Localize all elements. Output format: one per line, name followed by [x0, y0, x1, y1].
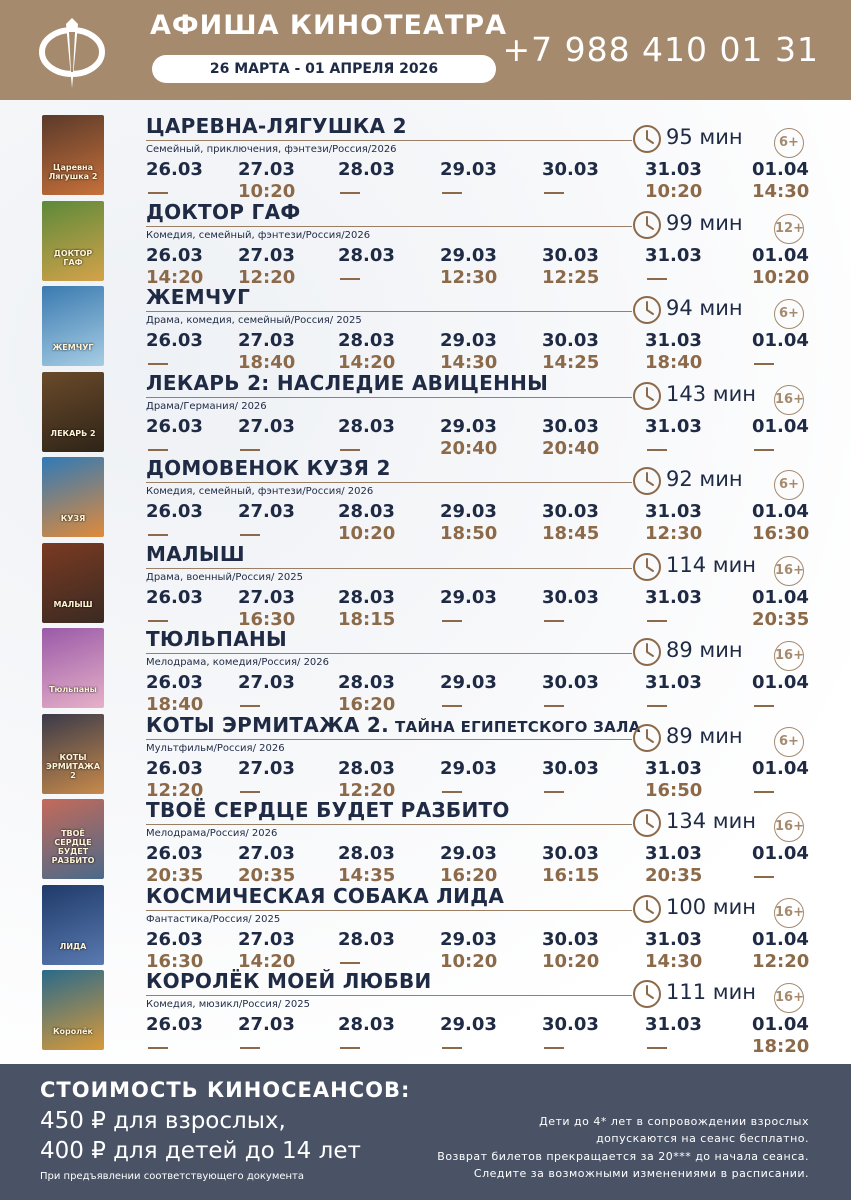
movie-duration: 111 мин	[666, 980, 756, 1004]
clock-icon	[632, 894, 662, 924]
movie-poster	[42, 115, 104, 195]
no-showtime-dash	[442, 1047, 462, 1049]
title-underline	[146, 482, 632, 483]
age-rating-badge: 16+	[774, 556, 804, 586]
age-rating-badge: 6+	[774, 727, 804, 757]
day-label: 28.03	[338, 1014, 395, 1035]
no-showtime-dash	[647, 1047, 667, 1049]
day-label: 27.03	[238, 159, 295, 180]
movie-title	[146, 371, 548, 395]
showtime: 18:40	[146, 694, 204, 715]
movie-duration: 92 мин	[666, 467, 743, 491]
clock-icon	[632, 808, 662, 838]
day-label: 29.03	[440, 586, 497, 608]
movie-duration: 89 мин	[666, 723, 743, 748]
day-label: 01.04	[752, 415, 809, 437]
day-label: 29.03	[440, 1014, 497, 1035]
movie-genre: Драма, комедия, семейный/Россия/ 2025	[146, 315, 362, 326]
showtime: 18:20	[752, 1036, 810, 1057]
movie-row	[0, 536, 851, 630]
showtime: 16:30	[238, 608, 296, 630]
showtime: 16:30	[146, 950, 204, 972]
showtime: 16:30	[752, 523, 810, 544]
day-label: 28.03	[338, 415, 395, 437]
day-label: 26.03	[146, 586, 203, 608]
page-title: АФИША КИНОТЕАТРА	[150, 10, 507, 41]
movie-title-main: ДОКТОР ГАФ	[146, 199, 301, 224]
clock-icon	[632, 124, 662, 154]
age-rating-badge: 6+	[774, 299, 804, 329]
showtime: 14:20	[338, 352, 396, 373]
movie-row	[0, 707, 851, 801]
day-label: 28.03	[338, 928, 395, 950]
showtime: 14:30	[752, 181, 810, 202]
movie-row	[0, 279, 851, 373]
footer-note: допускаются на сеанс бесплатно.	[596, 1132, 809, 1145]
movie-row	[0, 450, 851, 544]
day-label: 27.03	[238, 1014, 295, 1035]
day-label: 01.04	[752, 586, 809, 608]
showtime: 14:30	[440, 352, 498, 373]
title-underline	[146, 568, 632, 569]
price-adult: 450 ₽ для взрослых,	[40, 1108, 286, 1134]
movie-poster	[42, 201, 104, 281]
day-label: 30.03	[542, 757, 599, 779]
movie-poster	[42, 799, 104, 879]
showtime: 14:35	[338, 865, 396, 886]
poster-title-text: ЛИДА	[59, 941, 87, 951]
day-label: 28.03	[338, 586, 395, 608]
title-underline	[146, 311, 632, 312]
movie-duration: 94 мин	[666, 296, 743, 320]
footer-note: Дети до 4* лет в сопровождении взрослых	[539, 1115, 809, 1128]
no-showtime-dash	[240, 1047, 260, 1049]
day-label: 29.03	[440, 501, 497, 522]
day-label: 01.04	[752, 672, 809, 693]
day-label: 01.04	[752, 1014, 809, 1035]
day-label: 27.03	[238, 672, 295, 693]
poster-title-text: Тюльпаны	[49, 685, 97, 694]
age-rating-badge: 16+	[774, 385, 804, 415]
no-showtime-dash	[340, 1047, 360, 1049]
day-label: 01.04	[752, 928, 809, 950]
day-label: 28.03	[338, 757, 395, 779]
day-label: 28.03	[338, 501, 395, 522]
movie-genre: Семейный, приключения, фэнтези/Россия/2026	[146, 144, 397, 155]
day-label: 27.03	[238, 501, 295, 522]
movie-poster	[42, 286, 104, 366]
movie-row	[0, 621, 851, 715]
movie-title	[146, 200, 300, 224]
day-label: 31.03	[645, 330, 702, 351]
day-label: 01.04	[752, 757, 809, 779]
day-label: 26.03	[146, 244, 203, 266]
movie-genre: Драма, военный/Россия/ 2025	[146, 571, 303, 583]
movie-title-main: КОТЫ ЭРМИТАЖА 2.	[146, 712, 390, 737]
day-label: 27.03	[238, 757, 295, 779]
showtime: 12:30	[645, 523, 703, 544]
day-label: 31.03	[645, 757, 702, 779]
age-rating-badge: 16+	[774, 812, 804, 842]
day-label: 30.03	[542, 501, 599, 522]
age-rating-badge: 12+	[774, 214, 804, 244]
day-label: 30.03	[542, 928, 599, 950]
age-rating-badge: 16+	[774, 641, 804, 671]
movie-poster	[42, 372, 104, 452]
day-label: 26.03	[146, 415, 203, 437]
showtime: 10:20	[752, 266, 810, 288]
showtime: 20:40	[542, 437, 600, 459]
showtime: 10:20	[440, 950, 498, 972]
showtime: 10:20	[645, 181, 703, 202]
day-label: 30.03	[542, 586, 599, 608]
day-label: 27.03	[238, 415, 295, 437]
age-rating-badge: 6+	[774, 128, 804, 158]
day-label: 27.03	[238, 244, 295, 266]
showtime: 20:40	[440, 437, 498, 459]
day-label: 29.03	[440, 330, 497, 351]
showtime: 10:20	[238, 181, 296, 202]
movie-title-main: МАЛЫШ	[146, 541, 245, 566]
day-label: 29.03	[440, 928, 497, 950]
prices-footer	[0, 1064, 851, 1200]
day-label: 30.03	[542, 159, 599, 180]
day-label: 26.03	[146, 159, 203, 180]
showtime: 18:45	[542, 523, 600, 544]
movie-title-subtitle: ТАЙНА ЕГИПЕТСКОГО ЗАЛА	[395, 717, 641, 736]
movie-row	[0, 878, 851, 972]
poster-title-text: Царевна Лягушка 2	[48, 163, 98, 181]
showtime: 10:20	[542, 950, 600, 972]
poster-title-text: ЖЕМЧУГ	[52, 343, 94, 352]
day-label: 26.03	[146, 330, 203, 351]
day-label: 27.03	[238, 843, 295, 864]
movie-title	[146, 713, 641, 737]
movie-genre: Мультфильм/Россия/ 2026	[146, 742, 285, 754]
day-label: 01.04	[752, 330, 809, 351]
clock-icon	[632, 723, 662, 753]
showtime: 14:20	[146, 266, 204, 288]
day-label: 31.03	[645, 586, 702, 608]
day-label: 31.03	[645, 415, 702, 437]
movie-list	[0, 108, 851, 1057]
movie-genre: Комедия, мюзикл/Россия/ 2025	[146, 999, 310, 1010]
title-underline	[146, 995, 632, 996]
showtime: 16:50	[645, 779, 703, 801]
movie-title-main: КОСМИЧЕСКАЯ СОБАКА ЛИДА	[146, 883, 505, 908]
day-label: 01.04	[752, 244, 809, 266]
movie-duration: 100 мин	[666, 894, 756, 919]
showtime: 12:30	[440, 266, 498, 288]
showtime: 12:20	[238, 266, 296, 288]
poster-title-text: ДОКТОР ГАФ	[53, 248, 93, 267]
day-label: 01.04	[752, 843, 809, 864]
movie-title-main: ДОМОВЕНОК КУЗЯ 2	[146, 456, 391, 480]
day-label: 29.03	[440, 159, 497, 180]
showtime: 20:35	[238, 865, 296, 886]
day-label: 26.03	[146, 757, 203, 779]
no-showtime-dash	[544, 1047, 564, 1049]
movie-title-main: ЦАРЕВНА-ЛЯГУШКА 2	[146, 114, 407, 138]
poster-title-text: ТВОЁ СЕРДЦЕ БУДЕТ РАЗБИТО	[51, 829, 95, 865]
price-child: 400 ₽ для детей до 14 лет	[40, 1138, 361, 1164]
movie-title-main: ЛЕКАРЬ 2: НАСЛЕДИЕ АВИЦЕННЫ	[146, 370, 549, 395]
showtime: 18:15	[338, 608, 396, 630]
movie-title	[146, 884, 504, 908]
title-underline	[146, 397, 632, 398]
movie-title	[146, 627, 287, 651]
day-label: 26.03	[146, 843, 203, 864]
day-label: 01.04	[752, 501, 809, 522]
day-label: 29.03	[440, 843, 497, 864]
day-label: 30.03	[542, 1014, 599, 1035]
showtime: 20:35	[645, 865, 703, 886]
showtime: 18:40	[238, 352, 296, 373]
movie-title	[146, 542, 245, 566]
movie-row	[0, 365, 851, 459]
day-label: 31.03	[645, 928, 702, 950]
footer-note: Возврат билетов прекращается за 20*** до начала сеанса.	[437, 1150, 809, 1163]
movie-genre: Фантастика/Россия/ 2025	[146, 913, 281, 925]
poster-title-text: МАЛЫШ	[53, 599, 93, 609]
clock-icon	[632, 466, 662, 496]
clock-icon	[632, 381, 662, 411]
age-rating-badge: 16+	[774, 983, 804, 1013]
movie-title-main: КОРОЛЁК МОЕЙ ЛЮБВИ	[146, 969, 432, 993]
movie-duration: 95 мин	[666, 125, 743, 149]
day-label: 31.03	[645, 244, 702, 266]
day-label: 29.03	[440, 415, 497, 437]
movie-poster	[42, 543, 104, 623]
day-label: 30.03	[542, 244, 599, 266]
title-underline	[146, 140, 632, 141]
showtime: 18:50	[440, 523, 498, 544]
movie-title-main: ТВОЁ СЕРДЦЕ БУДЕТ РАЗБИТО	[146, 798, 510, 822]
movie-duration: 143 мин	[666, 381, 756, 406]
age-rating-badge: 16+	[774, 898, 804, 928]
movie-duration: 114 мин	[666, 552, 756, 577]
showtime: 12:20	[752, 950, 810, 972]
movie-row	[0, 108, 851, 202]
showtime: 14:20	[238, 950, 296, 972]
movie-title	[146, 969, 432, 993]
showtime: 20:35	[752, 608, 810, 630]
day-label: 31.03	[645, 672, 702, 693]
movie-title	[146, 798, 510, 822]
day-label: 26.03	[146, 501, 203, 522]
day-label: 28.03	[338, 672, 395, 693]
showtime: 16:20	[440, 865, 498, 886]
movie-title	[146, 456, 391, 480]
showtime: 16:20	[338, 694, 396, 715]
showtime: 14:30	[645, 950, 703, 972]
day-label: 28.03	[338, 330, 395, 351]
movie-title-main: ТЮЛЬПАНЫ	[146, 627, 288, 651]
footer-note: Следите за возможными изменениями в расписании.	[473, 1167, 809, 1180]
day-label: 30.03	[542, 843, 599, 864]
movie-genre: Комедия, семейный, фэнтези/Россия/2026	[146, 229, 371, 241]
movie-genre: Комедия, семейный, фэнтези/Россия/ 2026	[146, 486, 374, 497]
day-label: 27.03	[238, 330, 295, 351]
clock-icon	[632, 637, 662, 667]
movie-poster	[42, 457, 104, 537]
day-label: 28.03	[338, 244, 395, 266]
day-label: 26.03	[146, 1014, 203, 1035]
clock-icon	[632, 295, 662, 325]
document-note: При предъявлении соответствующего документа	[40, 1171, 305, 1182]
movie-genre: Мелодрама, комедия/Россия/ 2026	[146, 657, 330, 668]
clock-icon	[632, 979, 662, 1009]
showtime: 18:40	[645, 352, 703, 373]
showtime: 14:25	[542, 352, 600, 373]
title-underline	[146, 739, 632, 740]
day-label: 31.03	[645, 159, 702, 180]
phone-number: +7 988 410 01 31	[502, 30, 819, 69]
movie-row	[0, 963, 851, 1057]
date-range-badge: 26 МАРТА - 01 АПРЕЛЯ 2026	[152, 55, 496, 83]
title-underline	[146, 226, 632, 227]
movie-duration: 134 мин	[666, 809, 756, 833]
showtime: 20:35	[146, 865, 204, 886]
movie-poster	[42, 628, 104, 708]
day-label: 29.03	[440, 244, 497, 266]
poster-title-text: ЛЕКАРЬ 2	[50, 428, 96, 438]
day-label: 29.03	[440, 757, 497, 779]
clock-icon	[632, 552, 662, 582]
clock-icon	[632, 210, 662, 240]
movie-poster	[42, 885, 104, 965]
day-label: 30.03	[542, 672, 599, 693]
title-underline	[146, 824, 632, 825]
day-label: 28.03	[338, 159, 395, 180]
showtime: 10:20	[338, 523, 396, 544]
header-bar	[0, 0, 851, 100]
poster-title-text: КУЗЯ	[60, 514, 86, 523]
title-underline	[146, 910, 632, 911]
showtime: 12:20	[338, 779, 396, 801]
day-label: 31.03	[645, 1014, 702, 1035]
day-label: 26.03	[146, 928, 203, 950]
day-label: 27.03	[238, 928, 295, 950]
title-underline	[146, 653, 632, 654]
showtime: 12:25	[542, 266, 600, 288]
movie-duration: 89 мин	[666, 638, 743, 662]
day-label: 26.03	[146, 672, 203, 693]
movie-title-main: ЖЕМЧУГ	[146, 285, 251, 309]
prices-heading: СТОИМОСТЬ КИНОСЕАНСОВ:	[40, 1078, 411, 1102]
cinema-logo-icon	[36, 12, 108, 90]
day-label: 28.03	[338, 843, 395, 864]
day-label: 01.04	[752, 159, 809, 180]
poster-title-text: КОТЫ ЭРМИТАЖА 2	[45, 752, 101, 780]
movie-genre: Мелодрама/Россия/ 2026	[146, 828, 278, 839]
movie-row	[0, 194, 851, 288]
movie-poster	[42, 970, 104, 1050]
age-rating-badge: 6+	[774, 470, 804, 500]
showtime: 12:20	[146, 779, 204, 801]
day-label: 29.03	[440, 672, 497, 693]
day-label: 27.03	[238, 586, 295, 608]
day-label: 30.03	[542, 415, 599, 437]
movie-title	[146, 285, 250, 309]
showtime: 16:15	[542, 865, 600, 886]
day-label: 31.03	[645, 501, 702, 522]
movie-genre: Драма/Германия/ 2026	[146, 400, 267, 412]
movie-duration: 99 мин	[666, 210, 743, 235]
poster-title-text: Королёк	[53, 1027, 93, 1036]
movie-row	[0, 792, 851, 886]
movie-poster	[42, 714, 104, 794]
movie-title	[146, 114, 407, 138]
day-label: 30.03	[542, 330, 599, 351]
day-label: 31.03	[645, 843, 702, 864]
no-showtime-dash	[148, 1047, 168, 1049]
